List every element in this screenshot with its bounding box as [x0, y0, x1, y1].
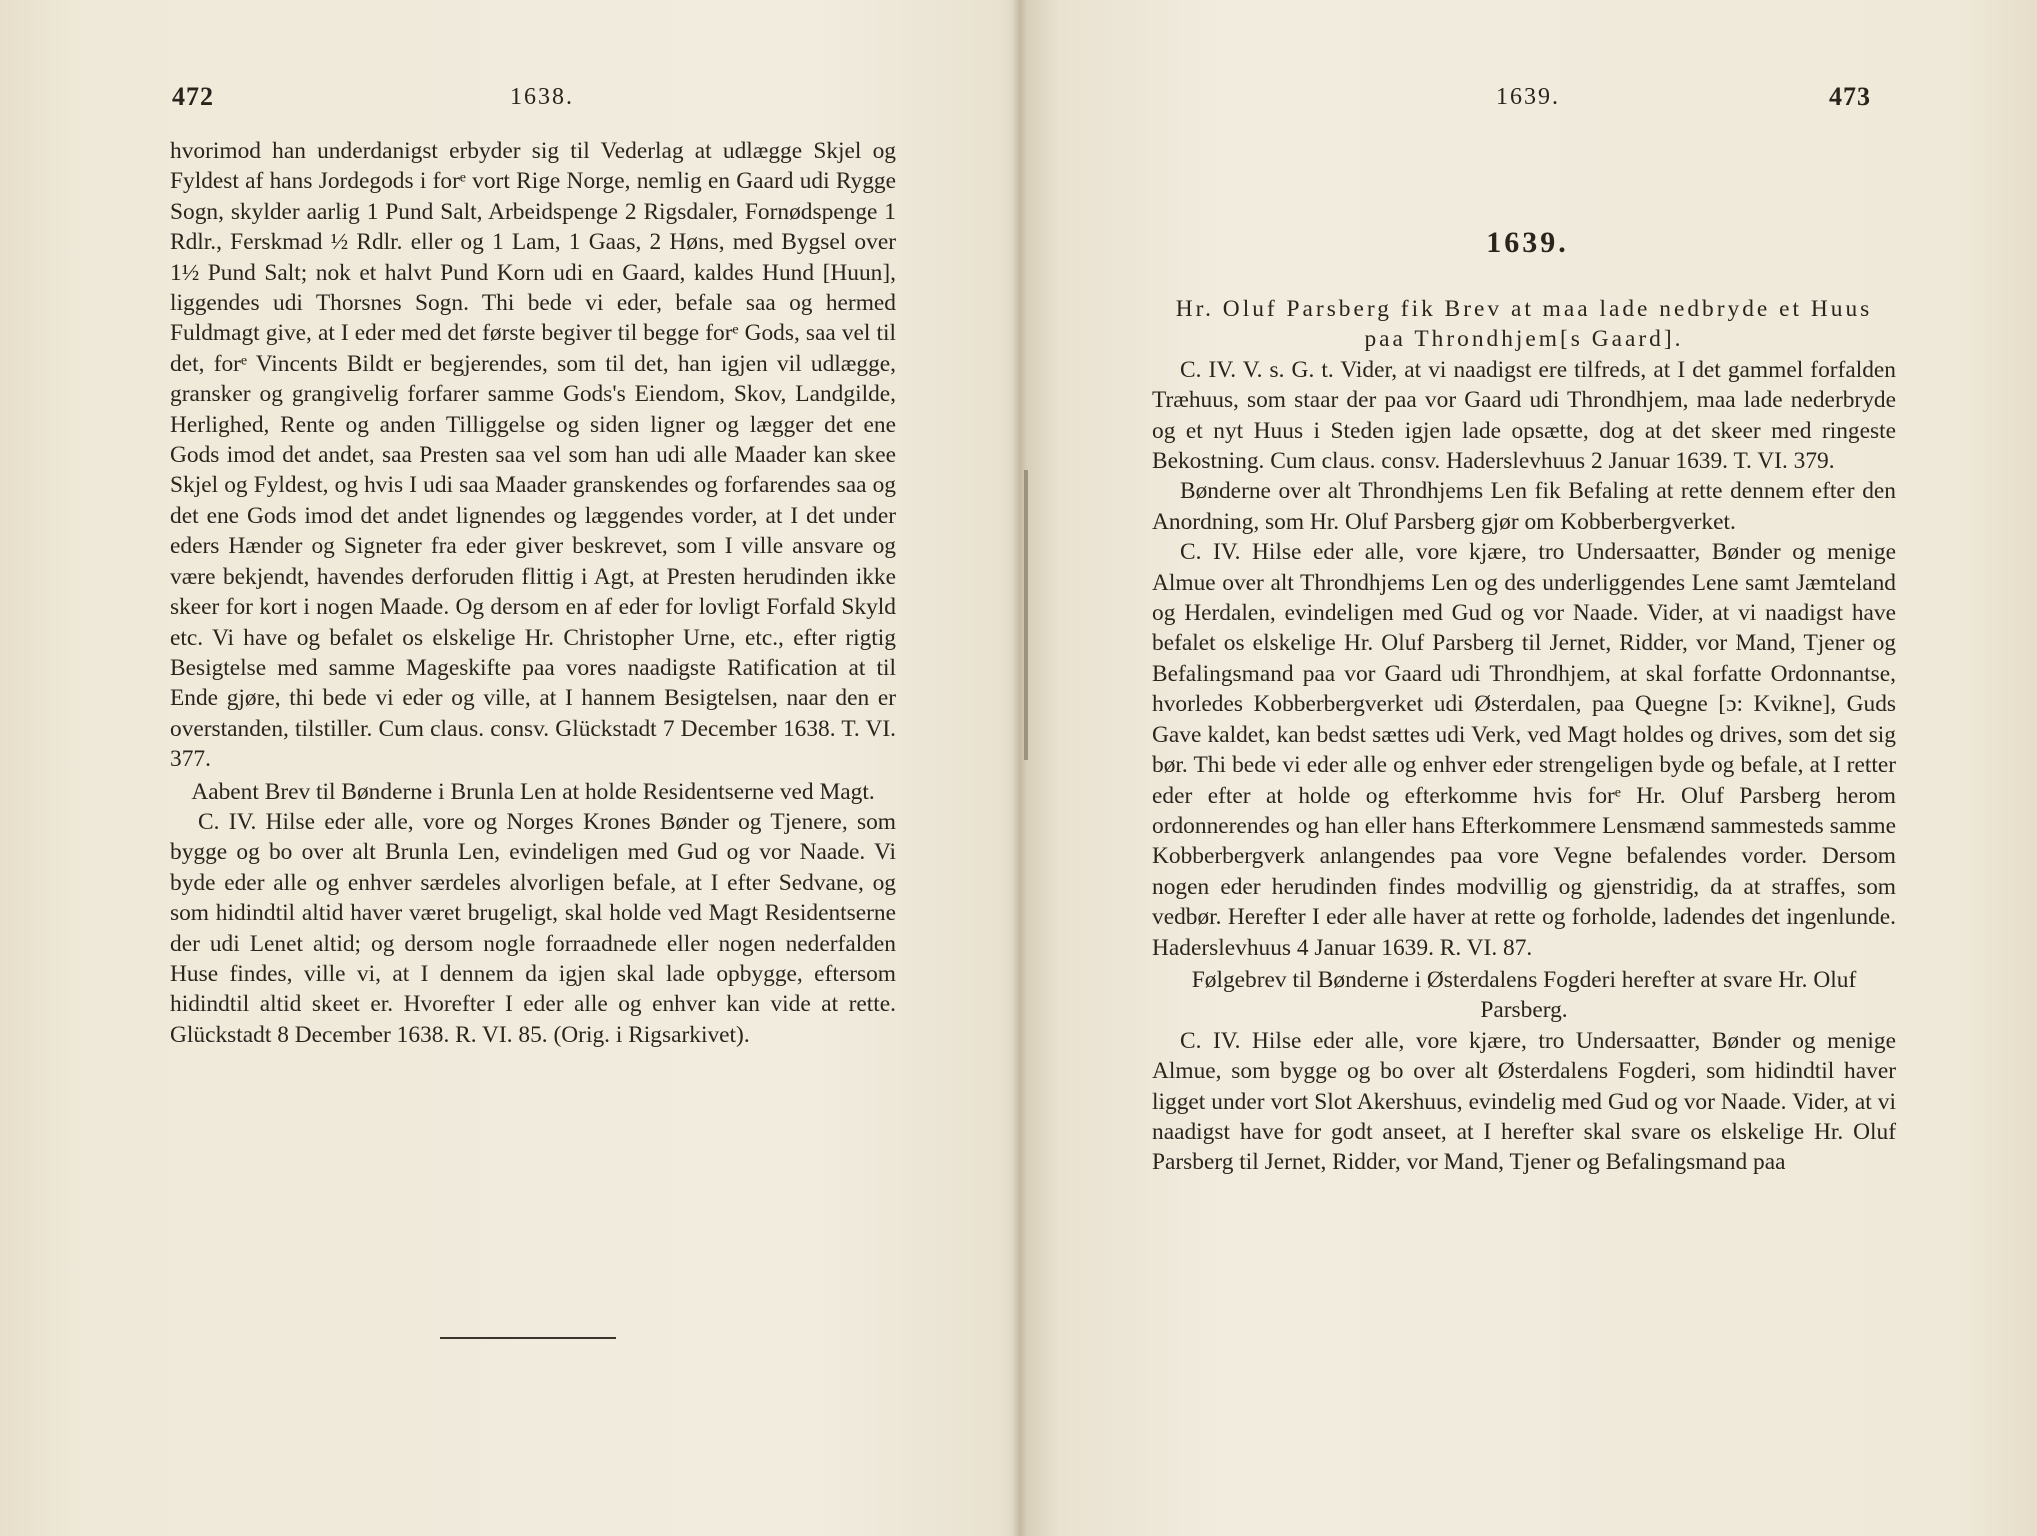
right-page-text — [1152, 292, 1896, 1178]
running-head: 1639. — [1496, 84, 1560, 110]
paragraph: C. IV. V. s. G. t. Vider, at vi naadigst ere tilfreds, at I det gammel forfalden Træhuus, som staar der paa vor Gaard udi Throndhjem, maa lade nederbryde og et nyt Huus i Steden igjen lade opsætte, dog at det skeer med ringeste Bekostning. Cum claus. consv. Haderslevhuus 2 Januar 1639. T. VI. 379. — [1152, 356, 1896, 475]
page-number: 473 — [1829, 82, 1871, 111]
running-head: 1638. — [510, 84, 574, 110]
section-heading: Følgebrev til Bønderne i Østerdalens Fogderi herefter at svare Hr. Oluf Parsberg. — [1191, 966, 1857, 1024]
section-heading: Hr. Oluf Parsberg fik Brev at maa lade nedbryde et Huus paa Throndhjem[s Gaard]. — [1175, 296, 1873, 353]
paragraph: C. IV. Hilse eder alle, vore kjære, tro Undersaatter, Bønder og menige Almue over alt Throndhjems Len og des underliggendes Lene samt Jæmteland og Herdalen, evindeligen med Gud og vor Naade. Vider, at vi naadigst have befalet os elskelige Hr. Oluf Parsberg til Jernet, Ridder, vor Mand, Tjener og Befalingsmand paa vor Gaard udi Throndhjem, at skal forfatte Ordonnantse, hvorledes Kobberbergverket udi Østerdalen, paa Quegne [ɔ: Kvikne], Guds Gave kaldet, kan bedst sættes udi Verk, ved Magt holdes og drives, som det sig bør. Thi bede vi eder alle og enhver eder strengeligen byde og befale, at I retter eder efter at holde og efterkomme hvis forᵉ Hr. Oluf Parsberg herom ordonnerendes og han eller hans Efterkommere Lensmænd sammesteds samme Kobberbergverk anlangendes paa vore Vegne befalendes vorder. Dersom nogen eder herudinden findes modvillig og gjenstridig, da at straffes, som vedbør. Herefter I eder alle haver at rette og forholde, ladendes det ingenlunde. Haderslevhuus 4 Januar 1639. R. VI. 87. — [1152, 539, 1896, 961]
paragraph: C. IV. Hilse eder alle, vore og Norges Krones Bønder og Tjenere, som bygge og bo over alt Brunla Len, evindeligen med Gud og vor Naade. Vi byde eder alle og enhver særdeles alvorligen befale, at I efter Sedvane, og som hidindtil altid haver været brugeligt, skal holde ved Magt Residentserne der udi Lenet altid; og dersom nogle forraadnede eller nogen nederfalden Huse findes, ville vi, at I dennem da igjen skal lade opbygge, eftersom hidindtil altid skeet er. Hvorefter I eder alle og enhver kan vide at rette. Glückstadt 8 December 1638. R. VI. 85. (Orig. i Rigsarkivet). — [170, 808, 896, 1048]
page-number: 472 — [172, 82, 214, 111]
section-heading: Aabent Brev til Bønderne i Brunla Len at holde Residentserne ved Magt. — [191, 778, 875, 805]
right-page — [1018, 0, 2037, 1536]
paragraph-with-heading: Bønderne over alt Throndhjems Len fik Befaling at rette dennem efter den Anordning, som Hr. Oluf Parsberg gjør om Kobberbergverket. — [1152, 478, 1896, 535]
end-rule — [440, 1337, 616, 1339]
left-page-text — [170, 136, 896, 1050]
paragraph: hvorimod han underdanigst erbyder sig til Vederlag at udlægge Skjel og Fyldest af hans Jordegods i forᵉ vort Rige Norge, nemlig en Gaard udi Rygge Sogn, skylder aarlig 1 Pund Salt, Arbeidspenge 2 Rigsdaler, Fornødspenge 1 Rdlr., Ferskmad ½ Rdlr. eller og 1 Lam, 1 Gaas, 2 Høns, med Bygsel over 1½ Pund Salt; nok et halvt Pund Korn udi en Gaard, kaldes Hund [Huun], liggendes udi Thorsnes Sogn. Thi bede vi eder, befale saa og hermed Fuldmagt give, at I eder med det første begiver til begge forᵉ Gods, saa vel til det, forᵉ Vincents Bildt er begjerendes, som til det, han igjen vil udlægge, gransker og grangivelig forfarer samme Gods's Eiendom, Skov, Landgilde, Herlighed, Rente og anden Tilliggelse og siden ligner og lægger det ene Gods imod det andet, saa Presten saa vel som han udi alle Maader kan skee Skjel og Fyldest, og hvis I udi saa Maader granskendes og forfarendes saa og det ene Gods imod det andet lignendes og læggendes vorder, at I det under eders Hænder og Signeter fra eder giver beskrevet, som I ville ansvare og være bekjendt, havendes derforuden flittig i Agt, at Presten herudinden ikke skeer for kort i nogen Maade. Og dersom en af eder for lovligt Forfald Skyld etc. Vi have og befalet os elskelige Hr. Christopher Urne, etc., efter rigtig Besigtelse med samme Mageskifte paa vores naadigste Ratification at til Ende gjøre, thi bede vi eder og ville, at I hannem Besigtelsen, naar den er overstanden, tilstiller. Cum claus. consv. Glückstadt 7 December 1638. T. VI. 377. — [170, 138, 896, 773]
year-heading: 1639. — [1486, 226, 1569, 259]
paragraph: C. IV. Hilse eder alle, vore kjære, tro Undersaatter, Bønder og menige Almue, som bygge og bo over alt Østerdalens Fogderi, som hidindtil haver ligget under vort Slot Akershuus, evindelig med Gud og vor Naade. Vider, at vi naadigst have for godt anseet, at I herefter skal svare os elskelige Hr. Oluf Parsberg til Jernet, Ridder, vor Mand, Tjener og Befalingsmand paa — [1152, 1027, 1896, 1176]
left-page — [0, 0, 1018, 1536]
